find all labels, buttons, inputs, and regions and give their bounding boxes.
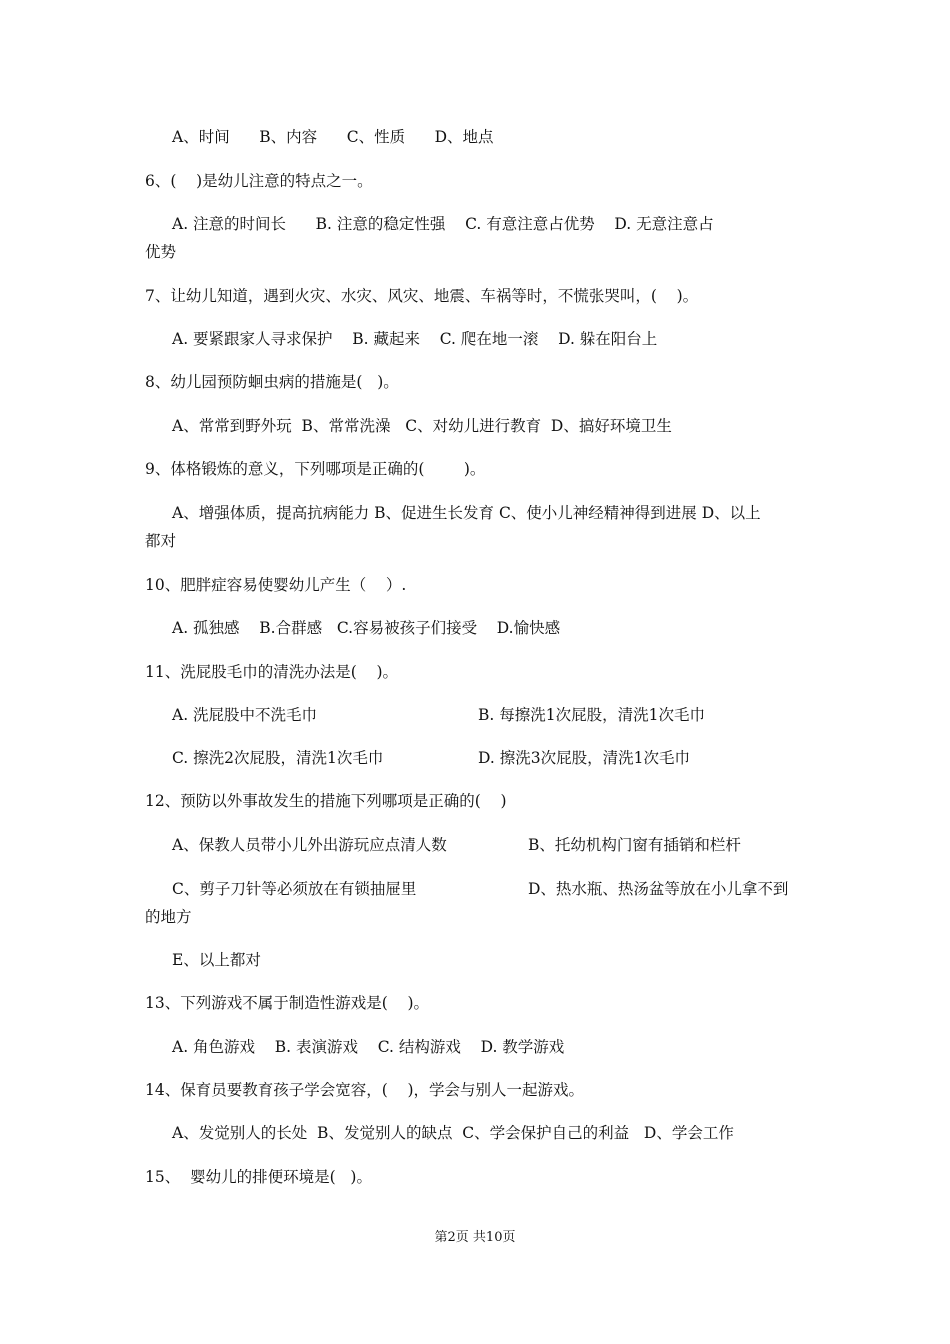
question-11-option-b: B. 每擦洗1次屁股，清洗1次毛巾: [478, 706, 705, 724]
question-5-options: A、时间 B、内容 C、性质 D、地点: [172, 128, 494, 146]
question-11: 11、洗屁股毛巾的清洗办法是( )。: [145, 663, 399, 681]
question-11-option-c: C. 擦洗2次屁股，清洗1次毛巾: [172, 749, 384, 767]
question-9: 9、体格锻炼的意义，下列哪项是正确的( )。: [145, 460, 486, 478]
question-8: 8、幼儿园预防蛔虫病的措施是( )。: [145, 373, 399, 391]
question-12-option-d-continued: 的地方: [145, 908, 192, 926]
question-7: 7、让幼儿知道，遇到火灾、水灾、风灾、地震、车祸等时，不慌张哭叫，( )。: [145, 287, 699, 305]
question-6-options-continued: 优势: [145, 243, 177, 261]
question-14: 14、保育员要教育孩子学会宽容，( )，学会与别人一起游戏。: [145, 1081, 585, 1099]
question-8-options: A、常常到野外玩 B、常常洗澡 C、对幼儿进行教育 D、搞好环境卫生: [172, 417, 672, 435]
question-14-options: A、发觉别人的长处 B、发觉别人的缺点 C、学会保护自己的利益 D、学会工作: [172, 1124, 734, 1142]
question-7-options: A. 要紧跟家人寻求保护 B. 藏起来 C. 爬在地一滚 D. 躲在阳台上: [172, 330, 658, 348]
question-11-option-d: D. 擦洗3次屁股，清洗1次毛巾: [478, 749, 690, 767]
question-12: 12、预防以外事故发生的措施下列哪项是正确的( ): [145, 792, 507, 810]
question-12-option-e: E、以上都对: [172, 951, 261, 969]
question-9-options: A、增强体质，提高抗病能力 B、促进生长发育 C、使小儿神经精神得到进展 D、以上: [172, 504, 761, 522]
question-9-options-continued: 都对: [145, 532, 177, 550]
question-11-option-a: A. 洗屁股中不洗毛巾: [172, 706, 318, 724]
question-10-options: A. 孤独感 B.合群感 C.容易被孩子们接受 D.愉快感: [172, 619, 561, 637]
question-12-option-c: C、剪子刀针等必须放在有锁抽屉里: [172, 880, 417, 898]
question-12-option-a: A、保教人员带小儿外出游玩应点清人数: [172, 836, 447, 854]
question-6-options: A. 注意的时间长 B. 注意的稳定性强 C. 有意注意占优势 D. 无意注意占: [172, 215, 714, 233]
question-15: 15、 婴幼儿的排便环境是( )。: [145, 1168, 372, 1186]
question-6: 6、( )是幼儿注意的特点之一。: [145, 172, 373, 190]
page-footer: 第2页 共10页: [434, 1230, 516, 1245]
question-12-option-d: D、热水瓶、热汤盆等放在小儿拿不到: [528, 880, 789, 898]
question-13: 13、下列游戏不属于制造性游戏是( )。: [145, 994, 430, 1012]
question-13-options: A. 角色游戏 B. 表演游戏 C. 结构游戏 D. 教学游戏: [172, 1038, 565, 1056]
question-12-option-b: B、托幼机构门窗有插销和栏杆: [528, 836, 741, 854]
question-10: 10、肥胖症容易使婴幼儿产生（ ）.: [145, 576, 407, 594]
